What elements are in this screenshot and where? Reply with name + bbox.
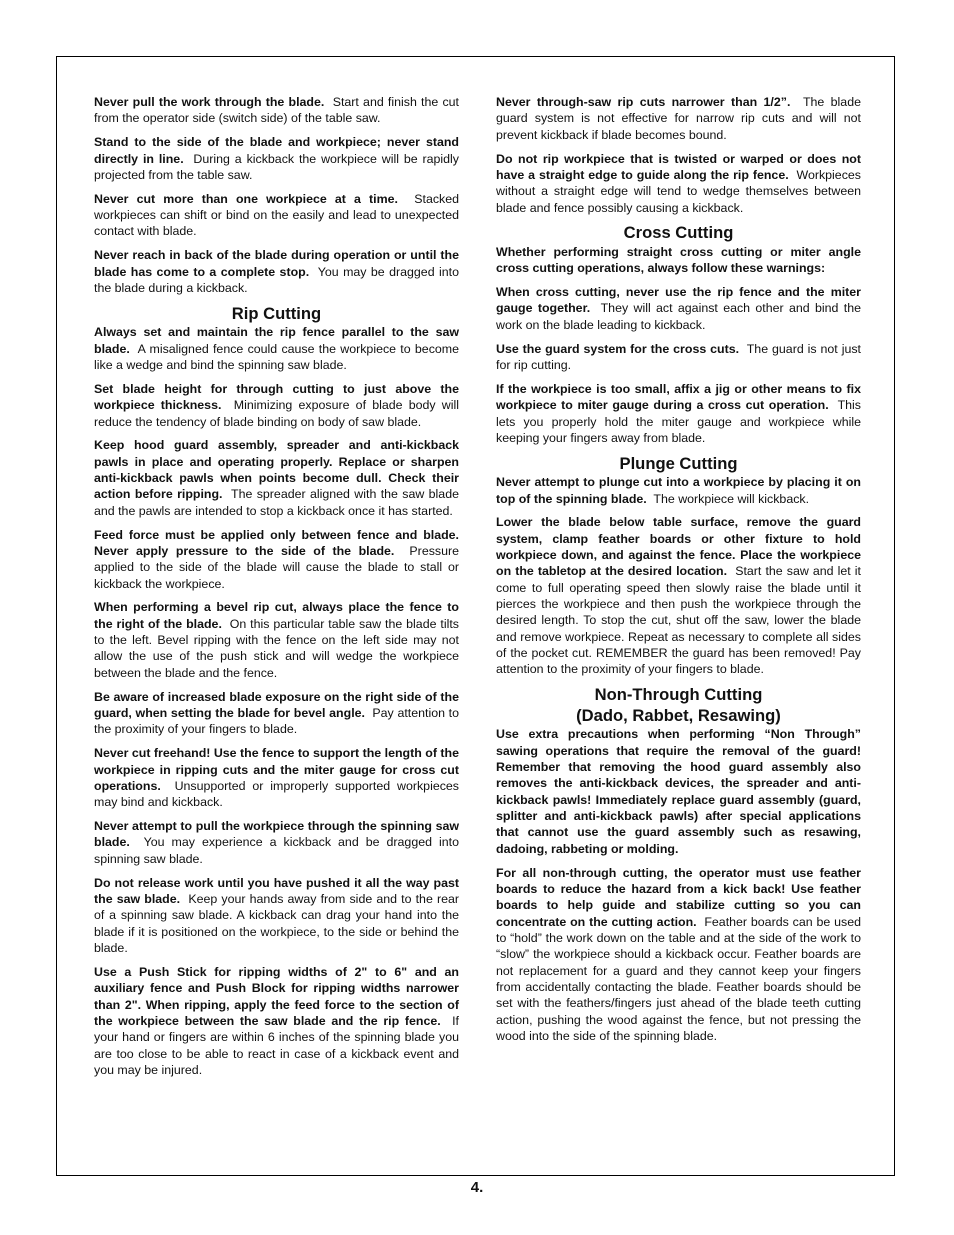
warning-paragraph [94,745,459,810]
warning-lead: Use the guard system for the cross cuts. [496,341,740,356]
warning-lead: For all non-through cutting, the operator must use feather boards to reduce the hazard from a kick back! Use feather boards to help guide and stabilize cutting so you can concentrate on the cutting action. [496,865,861,929]
warning-lead: Feed force must be applied only between fence and blade. Never apply pressure to the side of the blade. [94,527,459,558]
warning-detail: Keep your hands away from side and to the rear of a spinning saw blade. A kickback can drag your hand into the blade if it is positioned on the workpiece, to the side or behind the blade. [94,891,459,955]
warning-lead: Do not release work until you have pushed it all the way past the saw blade. [94,875,459,906]
section-heading: (Dado, Rabbet, Resawing) [576,705,781,725]
warning-paragraph [94,324,459,373]
warning-detail: Stacked workpieces can shift or bind on the easily and lead to unexpected contact with blade. [94,191,460,239]
warning-lead: Use a Push Stick for ripping widths of 2" to 6" and an auxiliary fence and Push Block for ripping widths narrower than 2". When ripping, apply the feed force to the section of the workpiece between the saw blade and the rip fence. [94,964,459,1028]
warning-detail: Minimizing exposure of blade body will reduce the tendency of blade binding on body of saw blade. [94,398,459,429]
warning-detail: During a kickback the workpiece will be rapidly projected from the table saw. [94,151,460,182]
warning-detail: The spreader aligned with the saw blade and the pawls are intended to stop a kickback once it has started. [94,487,459,518]
warning-detail: Start the saw and let it come to full operating speed then slowly raise the blade until it pierces the workpiece and then push the workpiece through the desired length. To stop the cut, shut off the saw, lower the blade and remove workpiece. Repeat as necessary to complete all sides of the pocket cut. REMEMBER the guard has been removed! Pay attention to the proximity of your fingers to blade. [496,564,861,677]
warning-lead: Do not rip workpiece that is twisted or warped or does not have a straight edge to guide along the rip fence. [496,151,861,182]
warning-lead: Never through-saw rip cuts narrower than 1/2”. [496,95,791,109]
warning-paragraph [94,527,459,592]
warning-lead: If the workpiece is too small, affix a jig or other means to fix workpiece to miter gauge during a cross cut operation. [496,381,861,413]
warning-lead: Keep hood guard assembly, spreader and anti-kickback pawls in place and operating properly. Replace or sharpen anti-kickback pawls when points become dull. Check their action before ripping. [94,438,459,502]
left-column [94,94,459,1086]
warning-lead: When cross cutting, never use the rip fence and the miter gauge together. [496,285,861,316]
warning-lead: When performing a bevel rip cut, always place the fence to the right of the blade. [94,600,459,631]
warning-paragraph [496,381,861,446]
warning-detail: They will act against each other and bind the work on the blade leading to kickback. [496,301,861,332]
warning-lead: Set blade height for through cutting to just above the workpiece thickness. [94,381,459,413]
warning-paragraph [94,134,459,183]
warning-detail: You may experience a kickback and be dragged into spinning saw blade. [94,835,459,866]
warning-paragraph [496,514,861,677]
warning-lead: Never pull the work through the blade. [94,95,325,109]
right-column [496,94,861,1052]
warning-lead: Never cut freehand! Use the fence to support the length of the workpiece in ripping cuts and the miter gauge for cross cut operations. [94,746,459,793]
warning-paragraph [94,818,459,867]
warning-detail: Feather boards can be used to “hold” the work down on the table and at the side of the work to “slow” the workpiece should a kickback occur. Feather boards are not replacement for a guard and they cannot keep your fingers from accidentally contacting the blade. Feather boards should be set with the feathers/fingers just ahead of the blade teeth cutting action, pushing the wood against the fence, but not pressing the wood into the side of the spinning blade. [496,914,861,1043]
warning-lead: Never reach in back of the blade during operation or until the blade has come to a complete stop. [94,248,459,279]
warning-detail: The guard is not just for rip cutting. [496,341,861,372]
warning-detail: If your hand or fingers are within 6 inches of the spinning blade you are too close to be able to react in case of a kickback event and you may be injured. [94,1013,459,1077]
warning-paragraph [94,381,459,430]
warning-paragraph [496,284,861,333]
warning-detail: This lets you properly hold the miter gauge and workpiece while keeping your fingers away from blade. [496,398,861,445]
section-heading: Rip Cutting [231,303,322,323]
warning-paragraph [94,689,459,738]
warning-lead: Use extra precautions when performing “Non Through” sawing operations that require the removal of the guard! Remember that removing the hood guard assembly also removes the anti-kickback devices, the spreader and anti-kickback pawls! Immediately replace guard assembly (guard, splitter and anti-kickback pawls) after special applications that cannot use the guard assembly such as resawing, dadoing, rabbeting or molding. [496,727,861,856]
warning-paragraph [496,341,861,374]
warning-paragraph [94,875,459,957]
warning-lead: Never attempt to plunge cut into a workpiece by placing it on top of the spinning blade. [496,475,861,506]
warning-lead: Stand to the side of the blade and workpiece; never stand directly in line. [94,135,459,166]
warning-paragraph [496,726,861,857]
warning-detail: A misaligned fence could cause the workpiece to become like a wedge and bind the spinning saw blade. [94,341,459,372]
warning-lead: Be aware of increased blade exposure on the right side of the guard, when setting the blade for bevel angle. [94,689,459,720]
warning-paragraph [496,474,861,507]
warning-paragraph [94,94,459,127]
warning-lead: Whether performing straight cross cutting or miter angle cross cutting operations, always follow these warnings: [496,244,861,276]
warning-paragraph [496,151,861,216]
section-heading: Cross Cutting [623,223,734,243]
warning-lead: Lower the blade below table surface, remove the guard system, clamp feather boards or other fixture to hold workpiece down, and against the fence. Place the workpiece on the tabletop at the desired location. [496,515,861,579]
warning-detail: Workpieces without a straight edge will tend to wedge themselves between blade and fence possibly causing a kickback. [496,167,861,215]
warning-paragraph [94,191,459,240]
warning-detail: On this particular table saw the blade tilts to the left. Bevel ripping with the fence on the left side may not allow the use of the push stick and will wedge the workpiece between the blade and the fence. [94,616,459,680]
warning-detail: You may be dragged into the blade during a kickback. [94,264,459,295]
section-heading: Non-Through Cutting [594,685,763,705]
section-heading: Plunge Cutting [619,453,738,473]
warning-detail: Pay attention to the proximity of your fingers to blade. [94,706,460,737]
warning-paragraph [496,865,861,1045]
warning-paragraph [94,599,459,681]
warning-paragraph [94,437,459,519]
warning-lead: Always set and maintain the rip fence parallel to the saw blade. [94,325,459,356]
warning-paragraph [496,244,861,277]
page-number: 4. [470,1179,484,1196]
warning-detail: The blade guard system is not effective for narrow rip cuts and will not prevent kickback if blade becomes bound. [496,95,861,142]
warning-detail: Pressure applied to the side of the blade will cause the blade to stall or kickback the workpiece. [94,543,460,591]
warning-lead: Never cut more than one workpiece at a time. [94,191,398,206]
warning-detail: Unsupported or improperly supported workpieces may bind and kickback. [94,778,459,810]
warning-detail: The workpiece will kickback. [653,491,810,506]
warning-lead: Never attempt to pull the workpiece through the spinning saw blade. [94,819,459,850]
warning-paragraph [94,964,459,1078]
warning-paragraph [496,94,861,143]
warning-paragraph [94,247,459,296]
warning-detail: Start and finish the cut from the operator side (switch side) of the table saw. [94,95,459,126]
